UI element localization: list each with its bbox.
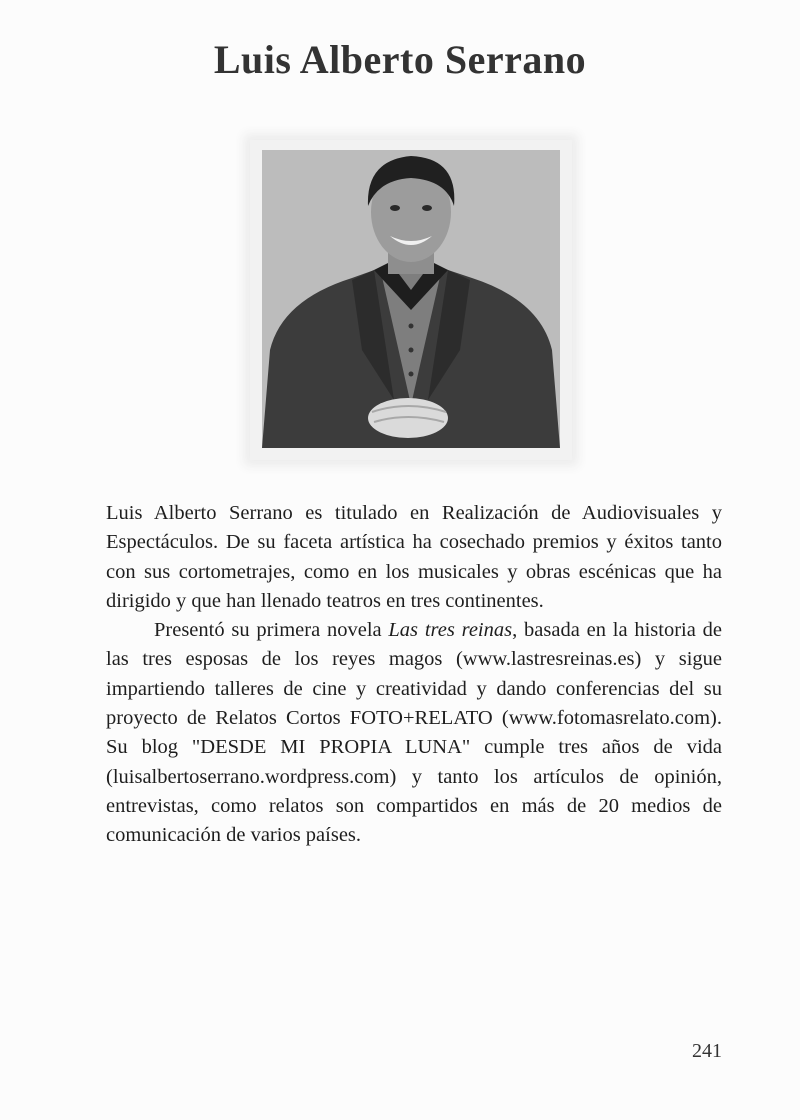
paragraph-2-rest: , basada en la historia de las tres esposas de los reyes magos (www.lastresreinas.es) y sigue impartiendo talleres de cine y creatividad y dando conferencias del su proyecto de Relatos Cortos FOTO+RELATO (www.fotomasrelato.com). Su blog "DESDE MI PROPIA LUNA" cumple tres años de vida (luisalbertoserrano.wordpress.com) y tanto los artículos de opinión, entrevistas, como relatos son compartidos en más de 20 medios de comunicación de varios países. (106, 619, 722, 847)
paragraph-2-lead: Presentó su primera novela (154, 619, 389, 642)
page-title: Luis Alberto Serrano (213, 37, 587, 82)
author-photo-frame (250, 140, 572, 460)
page-number: 241 (692, 1040, 722, 1062)
biography-paragraph-2 (106, 616, 722, 850)
biography-paragraph-1: Luis Alberto Serrano es titulado en Realización de Audiovisuales y Espectáculos. De su faceta artística ha cosechado premios y éxitos tanto con sus cortometrajes, como en los musicales y obras escénicas que ha dirigido y que han llenado teatros en tres continentes. (106, 502, 722, 612)
author-photo (262, 150, 560, 448)
book-title: Las tres reinas (388, 619, 513, 642)
author-biography (106, 499, 722, 851)
author-portrait-illustration (262, 150, 560, 448)
